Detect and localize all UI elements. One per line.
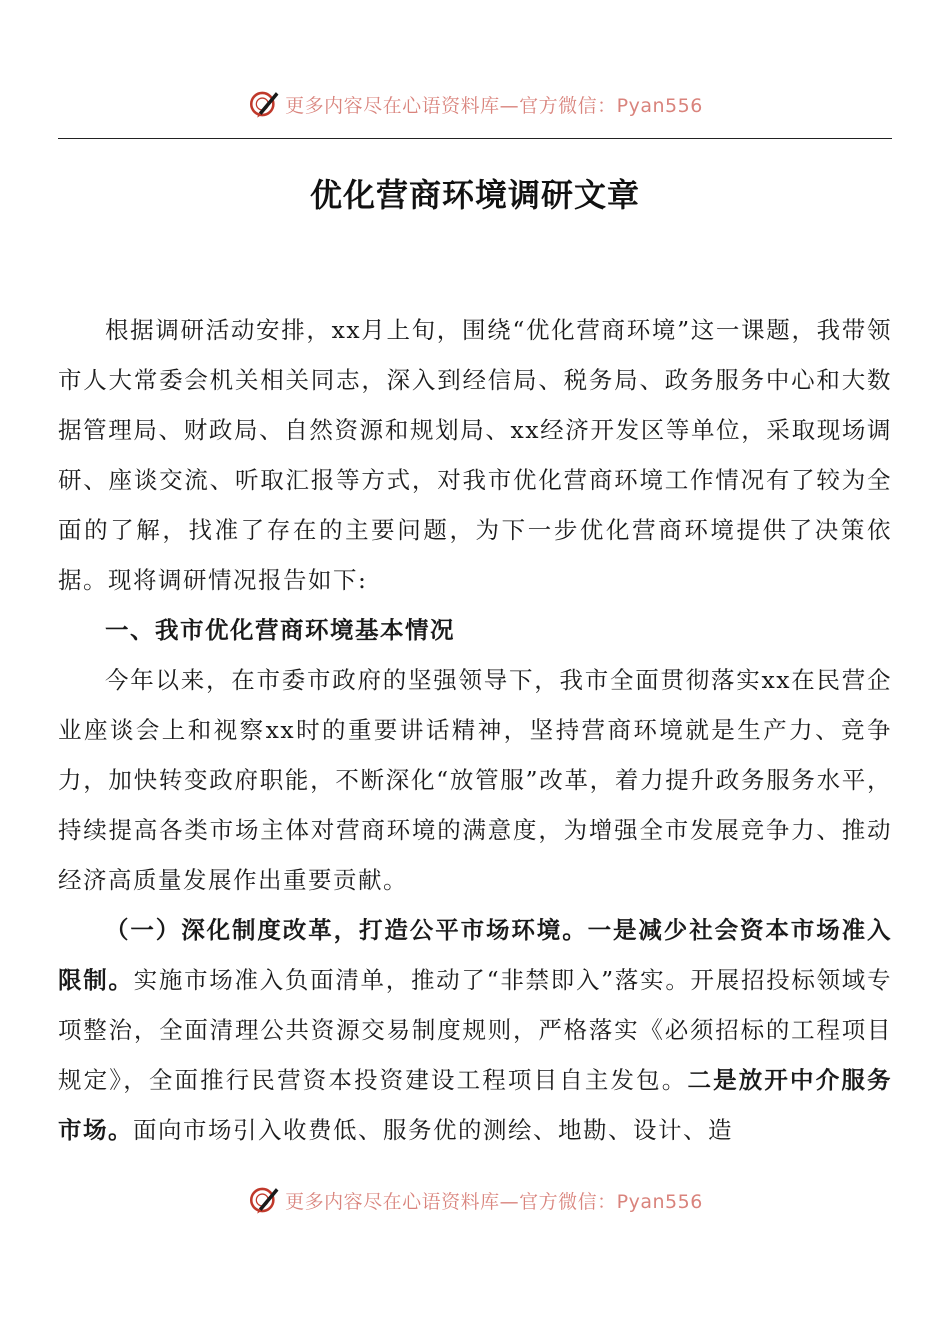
point-body-2: 面向市场引入收费低、服务优的测绘、地勘、设计、造 (133, 1116, 733, 1144)
document-body (58, 305, 892, 1155)
watermark-text: 更多内容尽在心语资料库—官方微信：Pyan556 (285, 94, 703, 117)
section-paragraph: 今年以来，在市委市政府的坚强领导下，我市全面贯彻落实xx在民营企业座谈会上和视察xx时的重要讲话精神，坚持营商环境就是生产力、竞争力，加快转变政府职能，不断深化“放管服”改革，着力提升政务服务水平，持续提高各类市场主体对营商环境的满意度，为增强全市发展竞争力、推动经济高质量发展作出重要贡献。 (58, 666, 892, 894)
point-body: 实施市场准入负面清单，推动了“非禁即入”落实。开展招投标领域专项整治，全面清理公共资源交易制度规则，严格落实《必须招标的工程项目规定》，全面推行民营资本投资建设工程项目自主发包。 (58, 966, 893, 1094)
header-divider (58, 138, 892, 139)
intro-paragraph: 根据调研活动安排，xx月上旬，围绕“优化营商环境”这一课题，我带领市人大常委会机关相关同志，深入到经信局、税务局、政务服务中心和大数据管理局、财政局、自然资源和规划局、xx经济开发区等单位，采取现场调研、座谈交流、听取汇报等方式，对我市优化营商环境工作情况有了较为全面的了解，找准了存在的主要问题，为下一步优化营商环境提供了决策依据。现将调研情况报告如下: (58, 316, 892, 594)
subsection-paragraph (58, 905, 892, 1155)
pen-logo-icon (247, 87, 281, 121)
subsection-heading: （一）深化制度改革，打造公平市场环境。 (105, 916, 588, 944)
point-heading: 一是减少社会资本市场准入限制。 (58, 916, 893, 994)
watermark-text: 更多内容尽在心语资料库—官方微信：Pyan556 (285, 1190, 703, 1213)
pen-logo-icon (247, 1183, 281, 1217)
point-heading-2: 二是放开中介服务市场。 (58, 1066, 893, 1144)
document-title: 优化营商环境调研文章 (309, 176, 640, 214)
watermark-bottom (0, 1180, 950, 1220)
section-heading: 一、我市优化营商环境基本情况 (105, 616, 455, 644)
watermark-top (0, 84, 950, 124)
